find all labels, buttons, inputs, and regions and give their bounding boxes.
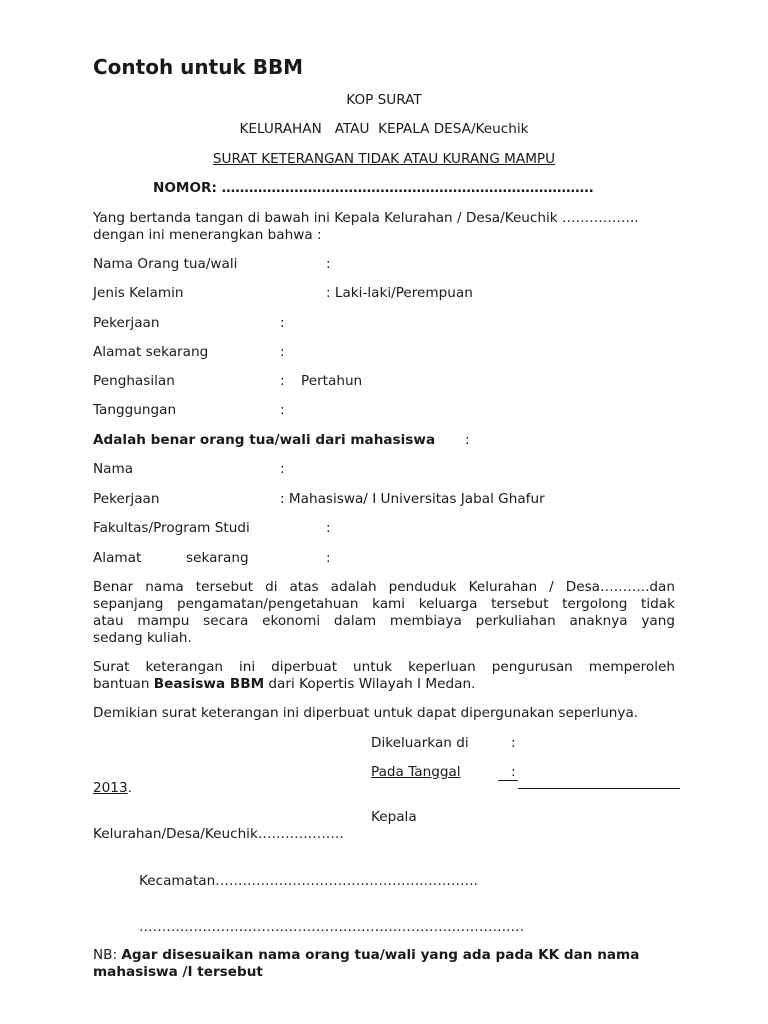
issued-date-label: Pada Tanggal [371, 764, 461, 780]
note-line-1 [93, 947, 639, 964]
signature-title-2: Kelurahan/Desa/Keuchik………………. [93, 826, 344, 842]
purpose-pre: bantuan [93, 676, 154, 692]
field-value-gender: : Laki-laki/Perempuan [326, 285, 473, 301]
field-label-student-occupation: Pekerjaan [93, 491, 160, 507]
note-line-2: mahasiswa /I tersebut [93, 964, 263, 980]
field-label-student-address: Alamat [93, 550, 142, 566]
field-sep-student-address: : [326, 550, 331, 566]
issued-year-line [93, 780, 132, 797]
field-label-occupation: Pekerjaan [93, 315, 160, 331]
student-heading: Adalah benar orang tua/wali dari mahasiswa [93, 432, 436, 448]
date-underline [518, 788, 680, 789]
field-label-student-name: Nama [93, 461, 134, 477]
issued-place-sep: : [511, 735, 516, 751]
issued-year-suffix: . [127, 780, 132, 796]
signature-kecamatan: Kecamatan…………………………………………………. [139, 873, 478, 889]
field-sep-dependents: : [280, 402, 285, 418]
field-label-dependents: Tanggungan [93, 402, 177, 418]
statement-line-2: sepanjang pengamatan/pengetahuan kami keluarga tersebut tergolong tidak [93, 596, 675, 612]
field-sep-parent-name: : [326, 256, 331, 272]
issued-year: 2013 [93, 780, 128, 796]
field-label-income: Penghasilan [93, 373, 175, 389]
purpose-line-1: Surat keterangan ini diperbuat untuk keperluan pengurusan memperoleh [93, 659, 675, 675]
field-sep-student-name: : [280, 461, 285, 477]
statement-line-1: Benar nama tersebut di atas adalah penduduk Kelurahan / Desa………..dan [93, 579, 675, 595]
intro-line-2: dengan ini menerangkan bahwa : [93, 227, 322, 243]
field-label-address: Alamat sekarang [93, 344, 209, 360]
purpose-scholarship: Beasiswa BBM [153, 676, 265, 692]
issued-place-label: Dikeluarkan di [371, 735, 469, 751]
issuer-line: KELURAHAN ATAU KEPALA DESA/Keuchik [239, 121, 529, 137]
intro-line-1: Yang bertanda tangan di bawah ini Kepala Kelurahan / Desa/Keuchik …………….. [93, 210, 639, 226]
field-sep-address: : [280, 344, 285, 360]
field-label-gender: Jenis Kelamin [93, 285, 184, 301]
signature-name-line: …………………………………………………………………………. [139, 919, 524, 935]
field-label-student-address-2: sekarang [186, 550, 249, 566]
statement-line-3: atau mampu secara ekonomi dalam membiaya perkuliahan anaknya yang [93, 613, 675, 629]
closing-sentence: Demikian surat keterangan ini diperbuat untuk dapat dipergunakan seperlunya. [93, 705, 639, 721]
letter-title: SURAT KETERANGAN TIDAK ATAU KURANG MAMPU [212, 151, 556, 167]
purpose-line-2 [93, 676, 475, 693]
statement-line-4: sedang kuliah. [93, 630, 192, 646]
purpose-post: dari Kopertis Wilayah I Medan. [264, 676, 476, 692]
document-title: Contoh untuk BBM [93, 55, 304, 79]
field-label-faculty: Fakultas/Program Studi [93, 520, 250, 536]
letter-number: NOMOR: ………………………………………………………………………. [153, 180, 594, 196]
field-value-income: Pertahun [301, 373, 363, 389]
kop-surat: KOP SURAT [346, 92, 422, 108]
student-heading-sep: : [465, 432, 470, 448]
note-prefix: NB: [93, 947, 122, 963]
note-text-1: Agar disesuaikan nama orang tua/wali yang ada pada KK dan nama [121, 947, 640, 963]
field-sep-faculty: : [326, 520, 331, 536]
signature-title-1: Kepala [371, 809, 417, 825]
field-label-parent-name: Nama Orang tua/wali [93, 256, 238, 272]
field-sep-occupation: : [280, 315, 285, 331]
issued-date-sep: : [511, 764, 516, 780]
field-value-student-occupation: : Mahasiswa/ I Universitas Jabal Ghafur [280, 491, 545, 507]
field-sep-income: : [280, 373, 285, 389]
